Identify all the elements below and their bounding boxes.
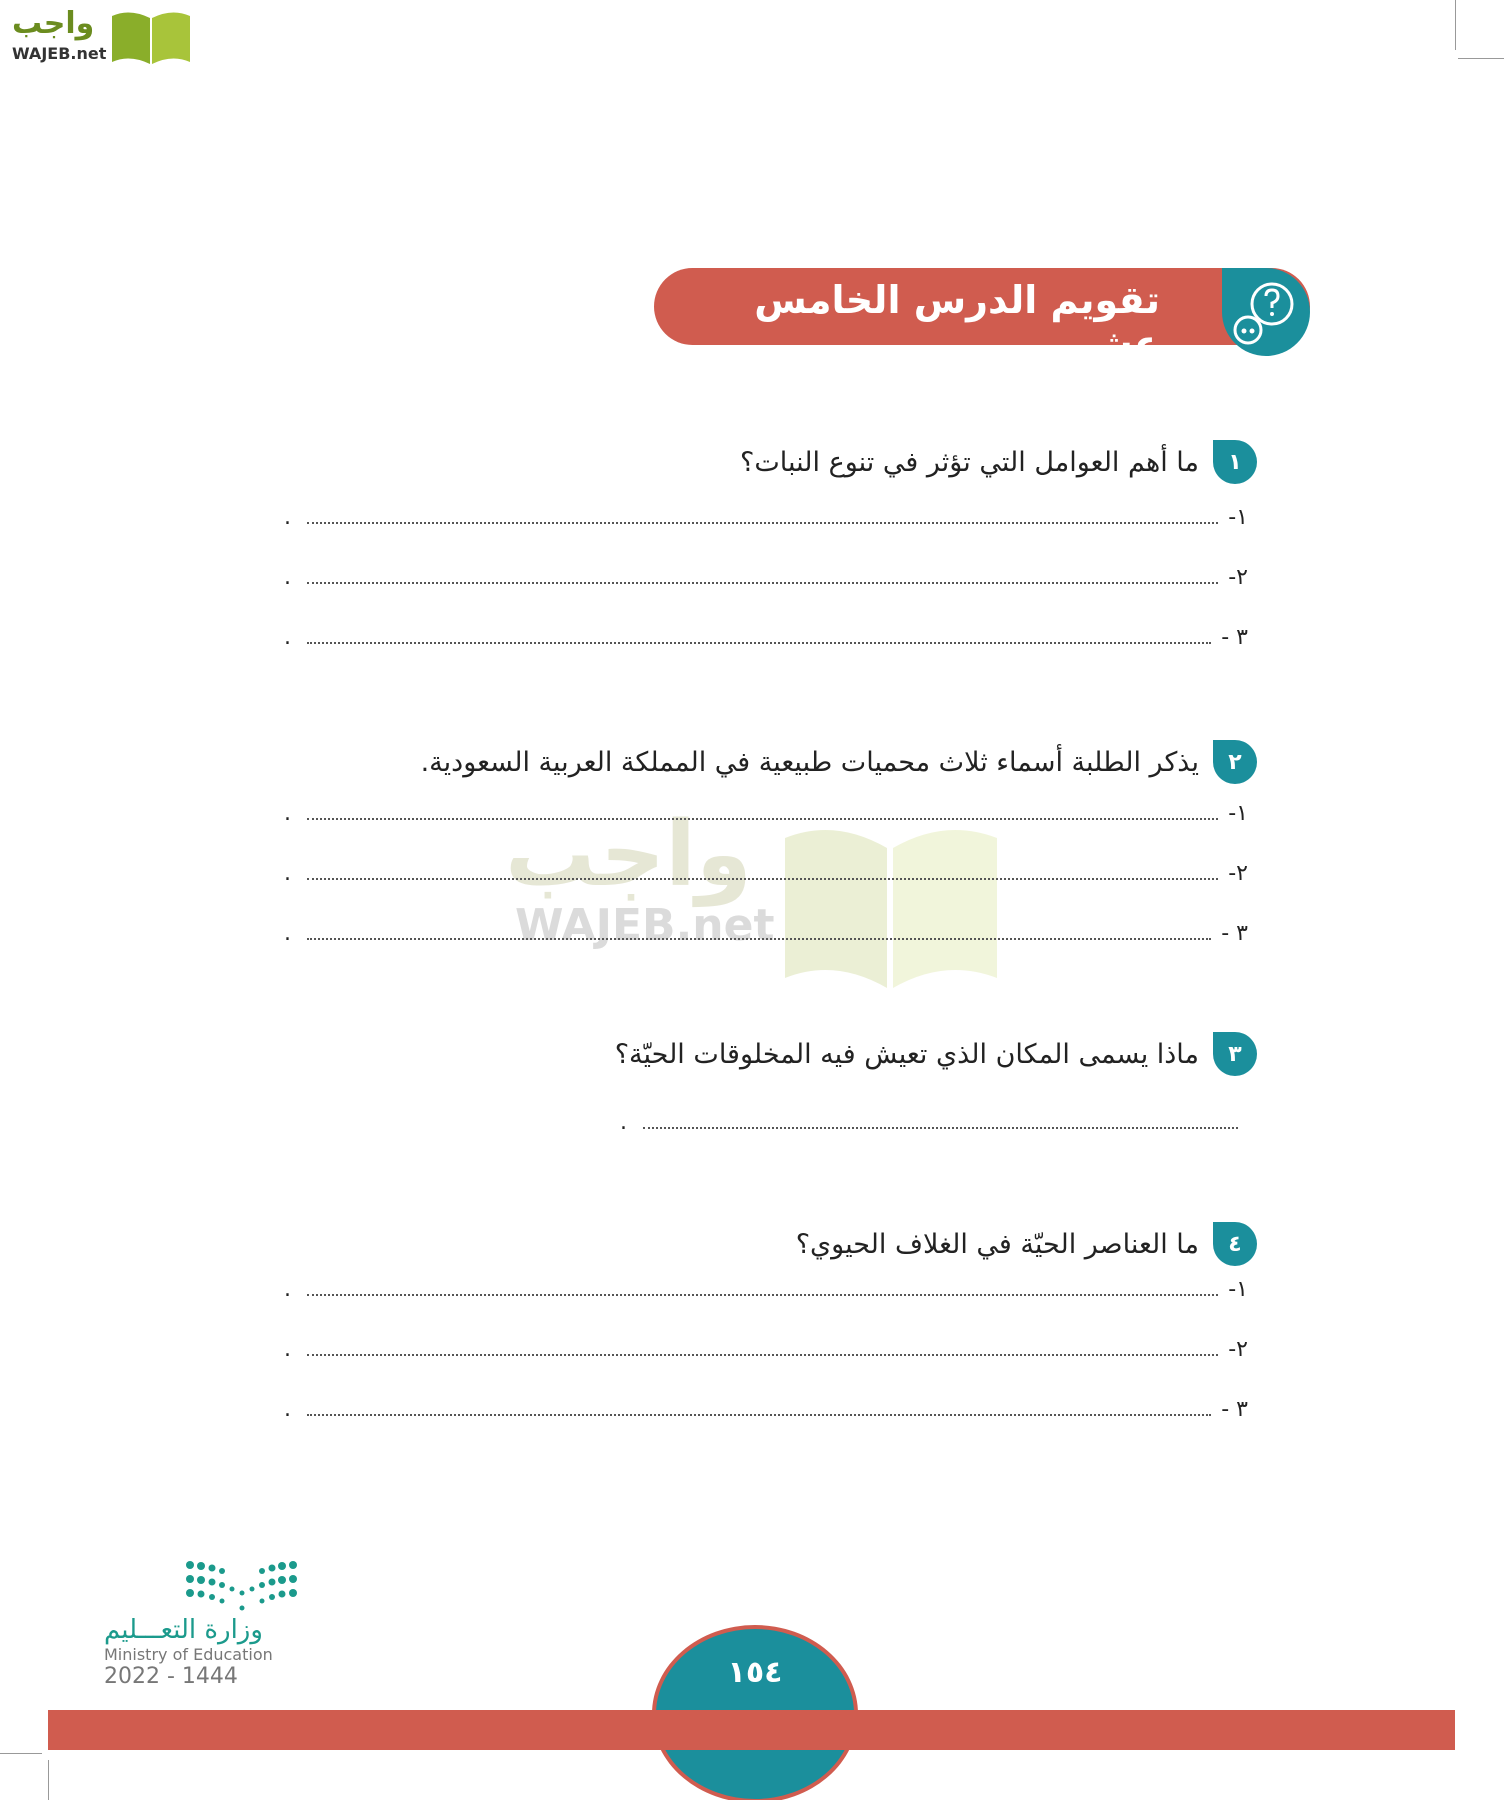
ministry-logo: [100, 1555, 360, 1689]
question-heading: [615, 1032, 1257, 1076]
answer-line[interactable]: [284, 1277, 1248, 1302]
answer-label: ١-: [1228, 1277, 1248, 1302]
edition-year: 2022 - 1444: [104, 1664, 238, 1689]
header-title: تقويم الدرس الخامس عشر: [754, 278, 1160, 366]
line-end: .: [284, 861, 291, 886]
line-end: .: [284, 1277, 291, 1302]
answer-label: ١-: [1228, 505, 1248, 530]
dotted-line[interactable]: [307, 1293, 1218, 1296]
answer-label: ١-: [1228, 801, 1248, 826]
logo-en: WAJEB.net: [12, 44, 107, 63]
answer-line[interactable]: [284, 1397, 1248, 1422]
dotted-line[interactable]: [643, 1126, 1238, 1129]
crop-mark: [1455, 0, 1456, 50]
crop-mark: [0, 1753, 42, 1754]
question-text: ماذا يسمى المكان الذي تعيش فيه المخلوقات الحيّة؟: [614, 1038, 1199, 1070]
line-end: .: [284, 505, 291, 530]
question-text: ما أهم العوامل التي تؤثر في تنوع النبات؟: [740, 446, 1199, 478]
line-end: .: [284, 625, 291, 650]
dotted-line[interactable]: [307, 1413, 1211, 1416]
answer-line[interactable]: [284, 921, 1248, 946]
question-heading: [421, 740, 1257, 784]
dotted-line[interactable]: [307, 817, 1218, 820]
question-number-badge: ٤: [1213, 1222, 1257, 1266]
question-text: يذكر الطلبة أسماء ثلاث محميات طبيعية في المملكة العربية السعودية.: [420, 746, 1199, 778]
answer-line[interactable]: [284, 1337, 1248, 1362]
answer-label: ٣ -: [1221, 625, 1248, 650]
ministry-name-en: Ministry of Education: [104, 1645, 273, 1664]
answer-label: ٢-: [1228, 565, 1248, 590]
ministry-name-ar: وزارة التعـــليم: [104, 1615, 263, 1645]
crop-mark: [48, 1760, 49, 1800]
dotted-line[interactable]: [307, 641, 1211, 644]
watermark-ar: واجب: [505, 802, 752, 907]
answer-label: ٣ -: [1221, 921, 1248, 946]
answer-line[interactable]: [284, 625, 1248, 650]
lesson-review-header: [654, 268, 1310, 366]
dotted-line[interactable]: [307, 521, 1218, 524]
question-number-badge: ٣: [1213, 1032, 1257, 1076]
dotted-line[interactable]: [307, 877, 1218, 880]
answer-line[interactable]: [284, 801, 1248, 826]
line-end: .: [620, 1110, 627, 1135]
question-chat-icon: [1222, 268, 1310, 356]
answer-line[interactable]: [284, 861, 1248, 886]
question-text: ما العناصر الحيّة في الغلاف الحيوي؟: [795, 1228, 1199, 1260]
logo-ar: واجب: [12, 6, 95, 41]
wajeb-logo: [8, 6, 193, 66]
ministry-dots-icon: [185, 1560, 355, 1620]
answer-label: ٢-: [1228, 1337, 1248, 1362]
answer-label: ٣ -: [1221, 1397, 1248, 1422]
watermark-en: WAJEB.net: [515, 900, 775, 951]
watermark-book-icon: [775, 818, 1005, 988]
answer-line[interactable]: [620, 1110, 1248, 1135]
footer-bar: [48, 1710, 1455, 1750]
question-heading: [796, 1222, 1257, 1266]
question-heading: [740, 440, 1257, 484]
line-end: .: [284, 565, 291, 590]
answer-line[interactable]: [284, 505, 1248, 530]
page-number: ١٥٤: [727, 1655, 783, 1690]
dotted-line[interactable]: [307, 581, 1218, 584]
line-end: .: [284, 1337, 291, 1362]
line-end: .: [284, 801, 291, 826]
book-icon: [108, 6, 194, 66]
dotted-line[interactable]: [307, 937, 1211, 940]
answer-line[interactable]: [284, 565, 1248, 590]
answer-label: ٢-: [1228, 861, 1248, 886]
question-number-badge: ٢: [1213, 740, 1257, 784]
line-end: .: [284, 1397, 291, 1422]
line-end: .: [284, 921, 291, 946]
dotted-line[interactable]: [307, 1353, 1218, 1356]
crop-mark: [1458, 58, 1504, 59]
question-number-badge: ١: [1213, 440, 1257, 484]
